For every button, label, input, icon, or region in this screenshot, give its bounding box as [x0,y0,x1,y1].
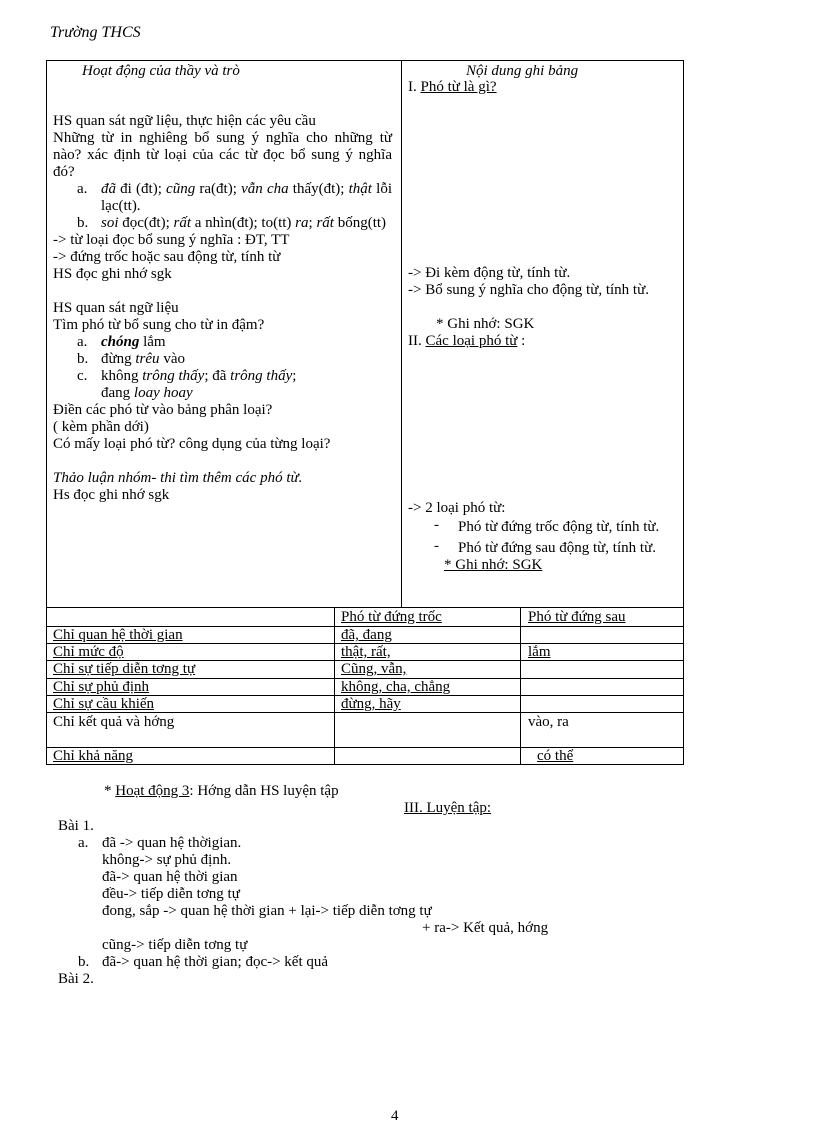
left-column-text [53,113,392,504]
row-before: Cũng, vẫn, [341,661,407,677]
read-memo: Hs đọc ghi nhớ sgk [53,487,170,503]
row-label: Chỉ sự phủ định [53,679,150,695]
left-column-header: Hoạt động của thầy và trò [82,63,240,79]
question-types: Có mấy loại phó từ? công dụng của từng loại? [53,436,331,452]
row-before: đừng, hãy [341,696,401,712]
section-1-title: I. Phó từ là gì? [408,79,497,95]
conclusion-2: -> đứng trốc hoặc sau động từ, tính từ [53,249,281,265]
row-label: Chỉ mức độ [53,644,124,660]
item-a: a. chóng lắm [77,334,166,350]
right-column-header: Nội dung ghi bảng [466,63,579,79]
question-text: Tìm phó từ bổ sung cho từ in đậm? [53,317,265,333]
header-after: Phó từ đứng sau [528,609,626,625]
example-a: a. đã đi (đt); cũng ra(đt); vẫn cha thấy(đt); thật lỗi lạc(tt). [77,181,393,214]
row-after: có thể [537,748,574,764]
task-note: ( kèm phần dới) [53,419,149,435]
row-before: đã, đang [341,627,392,643]
row-before: không, cha, chẳng [341,679,451,695]
item-b: b. đừng trêu vào [77,351,185,367]
school-header: Trường THCS [50,24,141,41]
right-notes-2: -> 2 loại phó từ: - Phó từ đứng trốc động từ, tính từ. - Phó từ đứng sau động từ, tính từ. * Ghi nhớ: SGK [408,500,660,573]
observe-text: HS quan sát ngữ liệu [53,300,179,316]
row-label: Chỉ sự tiếp diễn tơng tự [53,661,196,677]
exercise-1b: b. đã-> quan hệ thời gian; đọc-> kết quả [78,954,329,970]
example-b: b. soi đọc(đt); rất a nhìn(đt); to(tt) ra; rất bống(tt) [77,215,387,231]
instruction-2: Những từ in nghiêng bổ sung ý nghĩa cho những từ nào? xác định từ loại của các từ đọc bổ sung ý nghĩa đó? [53,130,392,180]
row-before: thật, rất, [341,644,391,660]
group-discussion: Thảo luận nhóm- thi tìm thêm các phó từ. [53,470,303,486]
row-label: Chỉ quan hệ thời gian [53,627,183,643]
header-before: Phó từ đứng trốc [341,609,442,625]
row-label: Chỉ khả năng [53,748,133,764]
practice-body [58,818,548,988]
practice-section-title: III. Luyện tập: [404,800,492,816]
task-text: Điền các phó từ vào bảng phân loại? [53,402,273,418]
row-after: vào, ra [528,714,569,730]
row-after: lắm [528,644,551,660]
exercise-1a: a. đã -> quan hệ thờigian. không-> sự phủ định. đã-> quan hệ thời gian đều-> tiếp diễn tơng tự đong, sắp -> quan hệ thời gian + lại-> tiếp diễn tơng tự + ra-> Kết quả, hớng cũng-> tiếp diễn tơng tự [78,835,549,953]
item-c: c. không trông thấy; đã trông thấy; đang loay hoay [77,368,297,401]
conclusion-1: -> từ loại đọc bổ sung ý nghĩa : ĐT, TT [53,232,290,248]
row-label: Chỉ kết quả và hớng [53,714,175,730]
activity-3-heading: * Hoạt động 3: Hớng dẫn HS luyện tập [104,783,339,799]
page-number: 4 [391,1108,399,1124]
instruction-1: HS quan sát ngữ liệu, thực hiện các yêu cầu [53,113,316,129]
exercise-2-label: Bài 2. [58,971,94,987]
row-label: Chỉ sự cầu khiến [53,696,155,712]
right-notes-1: -> Đi kèm động từ, tính từ. -> Bổ sung ý nghĩa cho động từ, tính từ. * Ghi nhớ: SGK II. Các loại phó từ : [408,265,649,349]
conclusion-3: HS đọc ghi nhớ sgk [53,266,172,282]
exercise-1-label: Bài 1. [58,818,94,834]
